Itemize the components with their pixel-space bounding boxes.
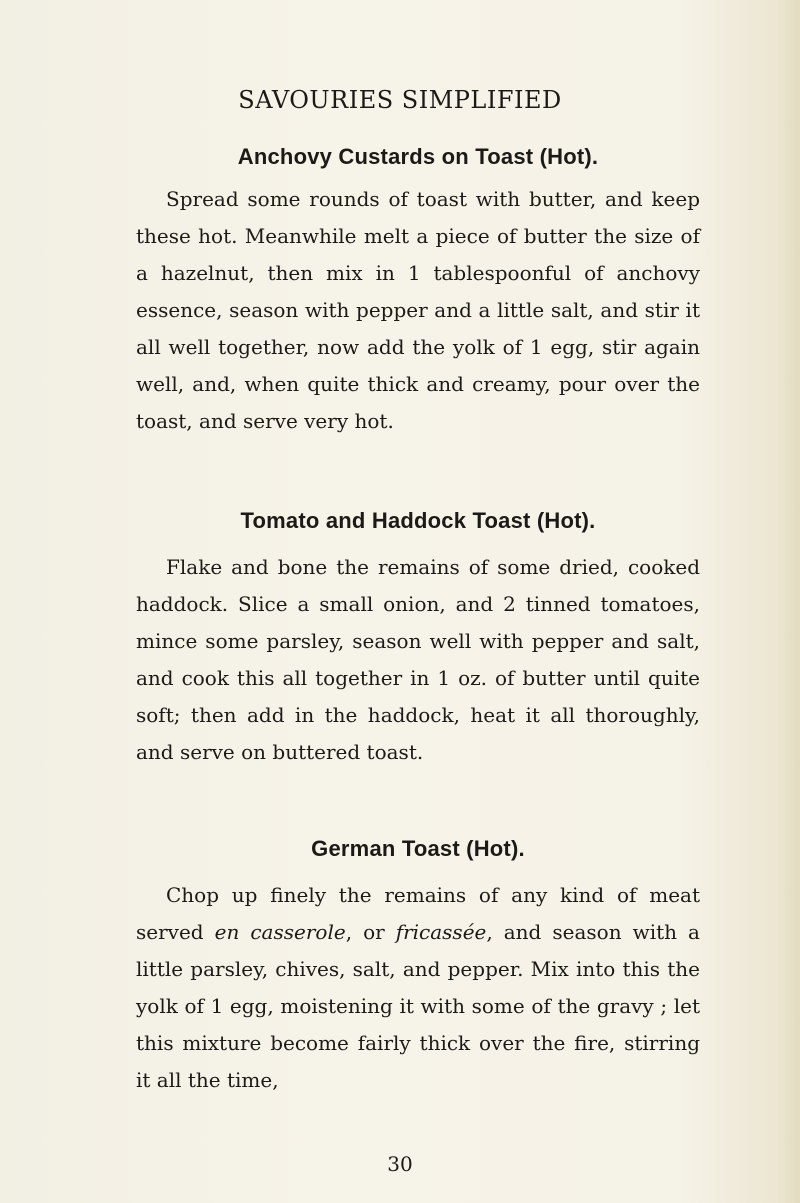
recipe-body [136,877,700,1099]
recipe-title: German Toast (Hot). [311,836,525,861]
italic-term: en casserole [214,920,346,944]
body-text: , or [345,920,396,944]
running-head: SAVOURIES SIMPLIFIED [238,86,562,114]
recipe-tomato-haddock-toast [136,507,700,771]
body-text: Chop up finely the remains of any kind of meat served [136,883,700,944]
recipe-title: Anchovy Custards on Toast (Hot). [237,144,599,169]
recipe-body: Flake and bone the remains of some dried, cooked haddock. Slice a small onion, and 2 tinned tomatoes, mince some parsley, season well with pepper and salt, and cook this all together in 1 oz. of butter until quite soft; then add in the haddock, heat it all thoroughly, and serve on buttered toast. [136,555,700,764]
recipe-body: Spread some rounds of toast with butter, and keep these hot. Meanwhile melt a piece of butter the size of a hazelnut, then mix in 1 tablespoonful of anchovy essence, season with pepper and a little salt, and stir it all well together, now add the yolk of 1 egg, stir again well, and, when quite thick and creamy, pour over the toast, and serve very hot. [136,187,700,433]
recipe-title: Tomato and Haddock Toast (Hot). [240,508,596,533]
recipe-anchovy-custards [136,143,700,440]
recipe-german-toast [136,835,700,1099]
italic-term: fricassée [395,920,487,944]
body-text: , and season with a little parsley, chives, salt, and pepper. Mix into this the yolk of 1 egg, moistening it with some of the gravy ; let this mixture become fairly thick over the fire, stirring it all the time, [136,920,700,1092]
page-number: 30 [387,1152,413,1176]
